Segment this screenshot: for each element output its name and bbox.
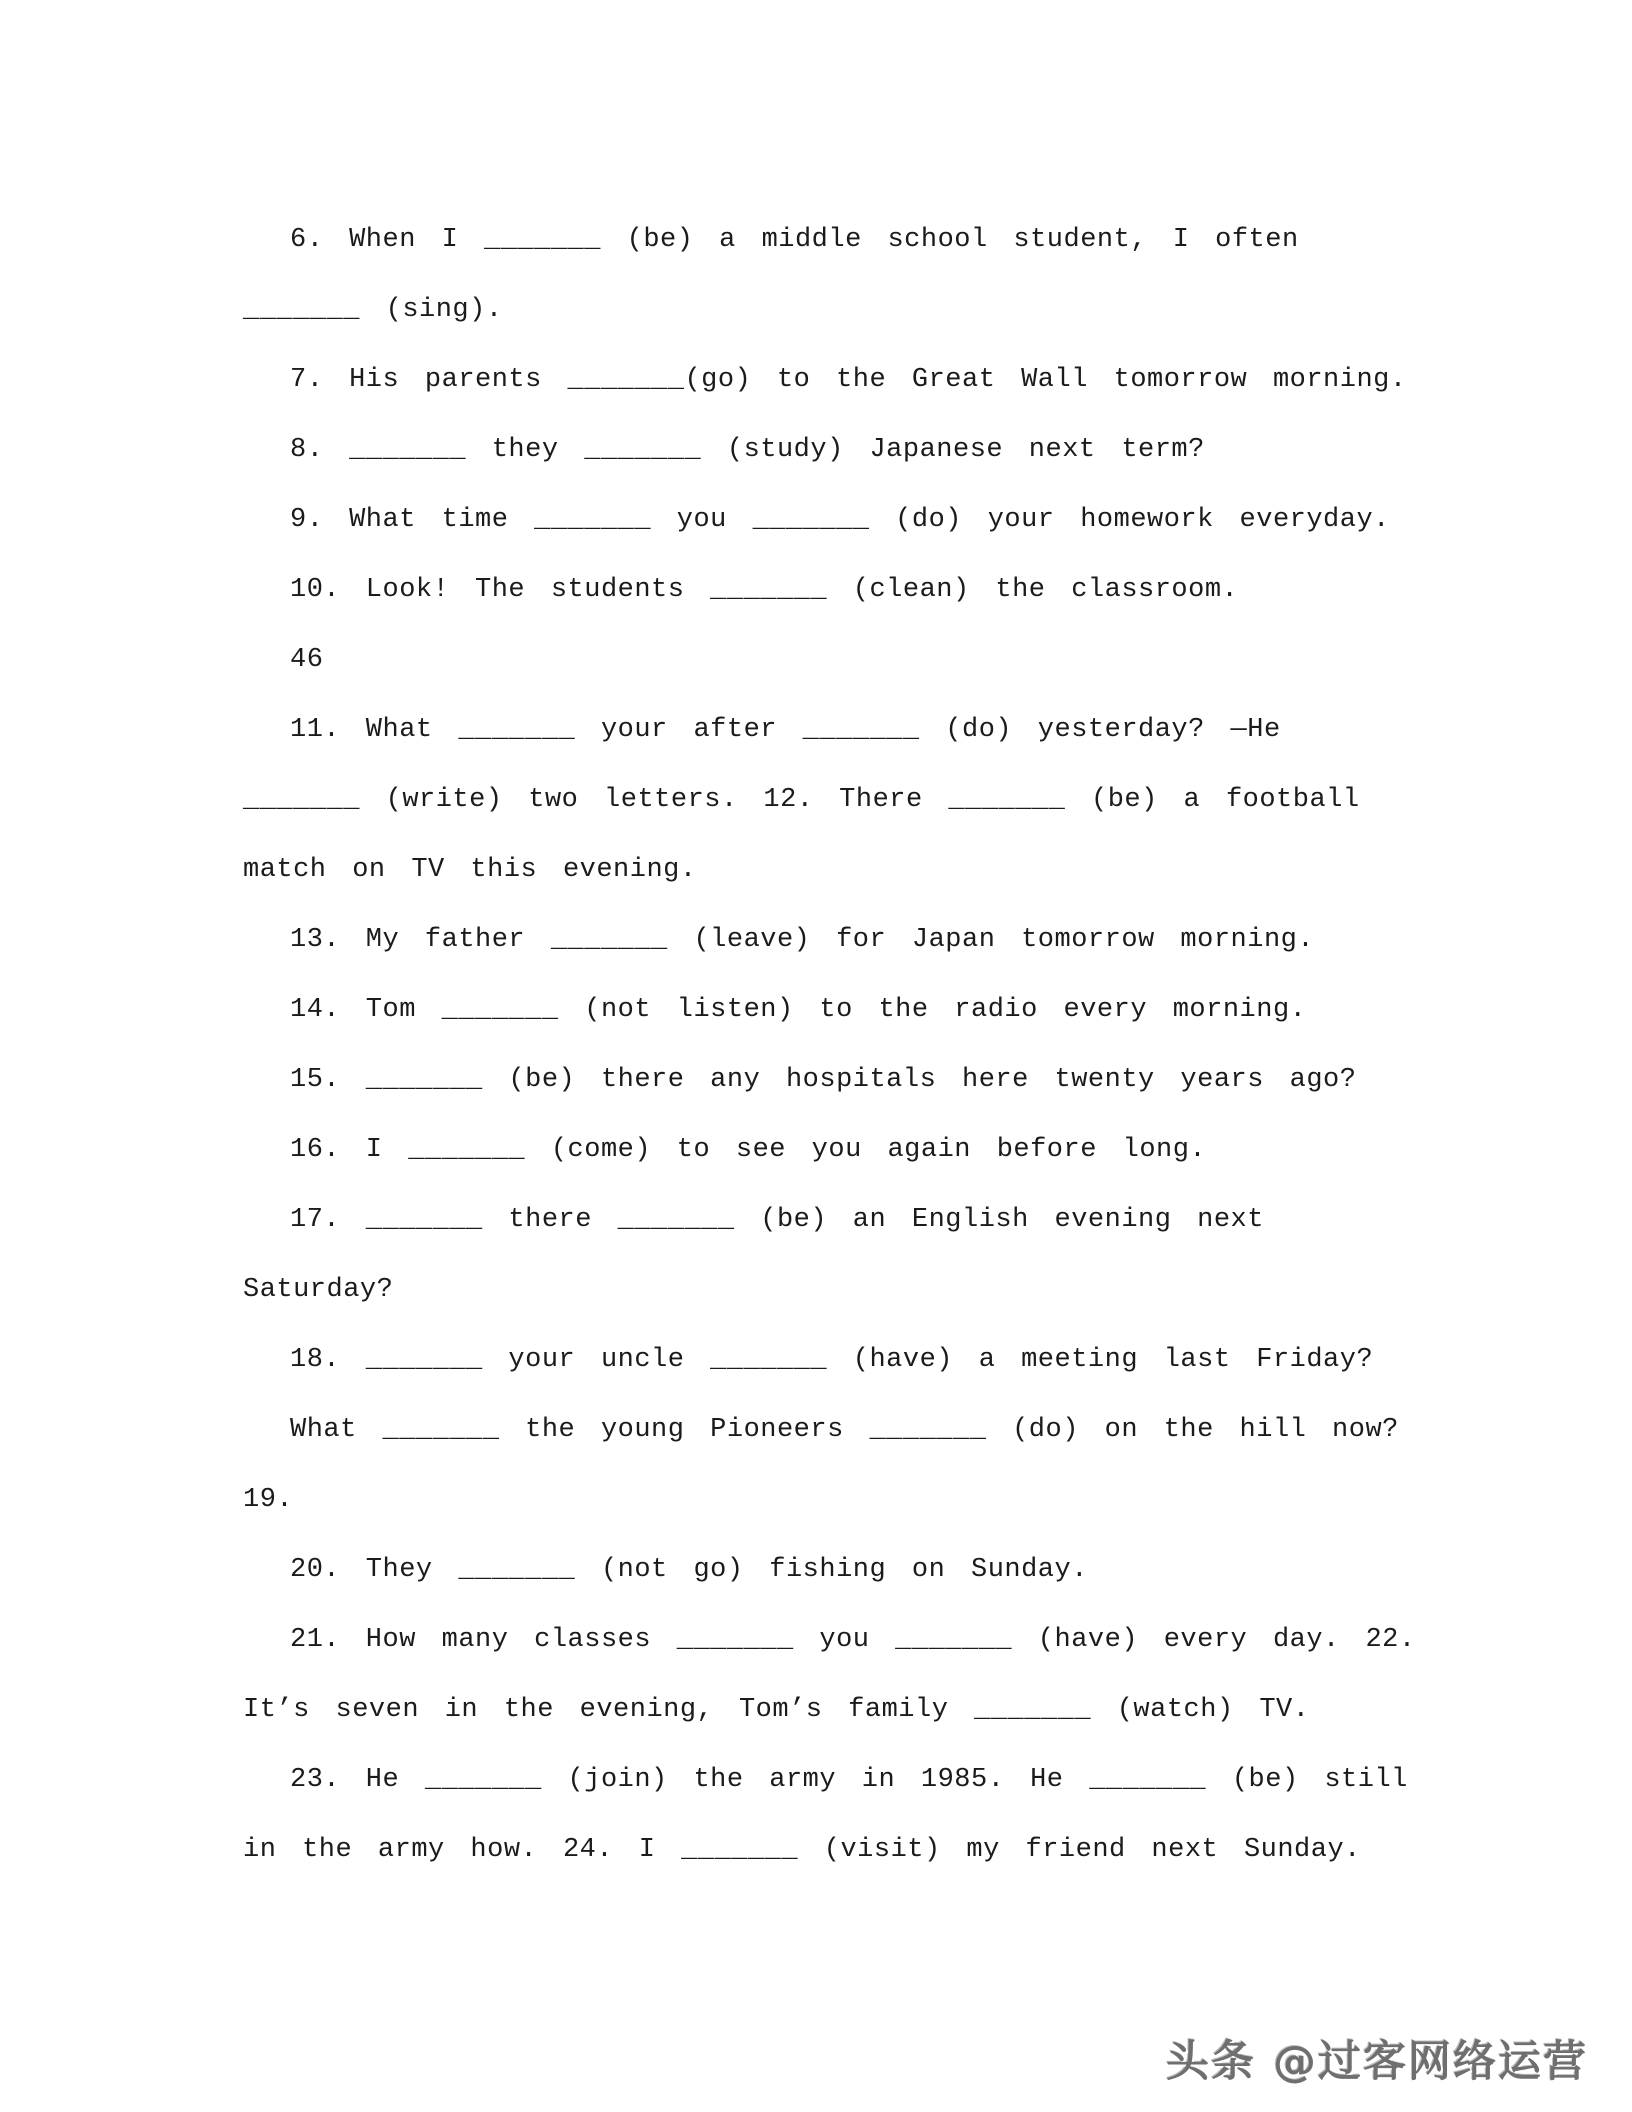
worksheet-line: 11. What _______ your after _______ (do) yesterday? —He [290,715,1281,745]
worksheet-line: match on TV this evening. [243,855,697,885]
worksheet-line: 9. What time _______ you _______ (do) your homework everyday. [290,505,1390,535]
worksheet-line: 16. I _______ (come) to see you again before long. [290,1135,1207,1165]
worksheet-line: 14. Tom _______ (not listen) to the radio every morning. [290,995,1307,1025]
worksheet-line: 23. He _______ (join) the army in 1985. He _______ (be) still [290,1765,1408,1795]
worksheet-line: 10. Look! The students _______ (clean) the classroom. [290,575,1239,605]
worksheet-body [243,205,1523,1885]
worksheet-line: in the army how. 24. I _______ (visit) my friend next Sunday. [243,1835,1361,1865]
worksheet-line: 17. _______ there _______ (be) an English evening next [290,1205,1264,1235]
worksheet-line: 8. _______ they _______ (study) Japanese next term? [290,435,1205,465]
worksheet-line: 13. My father _______ (leave) for Japan tomorrow morning. [290,925,1315,955]
worksheet-line: What _______ the young Pioneers _______ (do) on the hill now? [290,1415,1399,1445]
worksheet-line: Saturday? [243,1275,394,1305]
worksheet-line: It’s seven in the evening, Tom’s family _______ (watch) TV. [243,1695,1310,1725]
worksheet-line: _______ (write) two letters. 12. There _______ (be) a football [243,785,1360,815]
worksheet-line: 21. How many classes _______ you _______ (have) every day. 22. [290,1625,1416,1655]
worksheet-line: 20. They _______ (not go) fishing on Sunday. [290,1555,1088,1585]
worksheet-line: 6. When I _______ (be) a middle school student, I often [290,225,1299,255]
worksheet-line: 18. _______ your uncle _______ (have) a meeting last Friday? [290,1345,1374,1375]
worksheet-line: 15. _______ (be) there any hospitals here twenty years ago? [290,1065,1357,1095]
page-number: 46 [290,645,324,675]
worksheet-line: _______ (sing). [243,295,503,325]
worksheet-line: 19. [243,1485,294,1515]
toutiao-watermark: 头条 @过客网络运营 [1166,2037,1588,2087]
worksheet-line: 7. His parents _______(go) to the Great Wall tomorrow morning. [290,365,1407,395]
